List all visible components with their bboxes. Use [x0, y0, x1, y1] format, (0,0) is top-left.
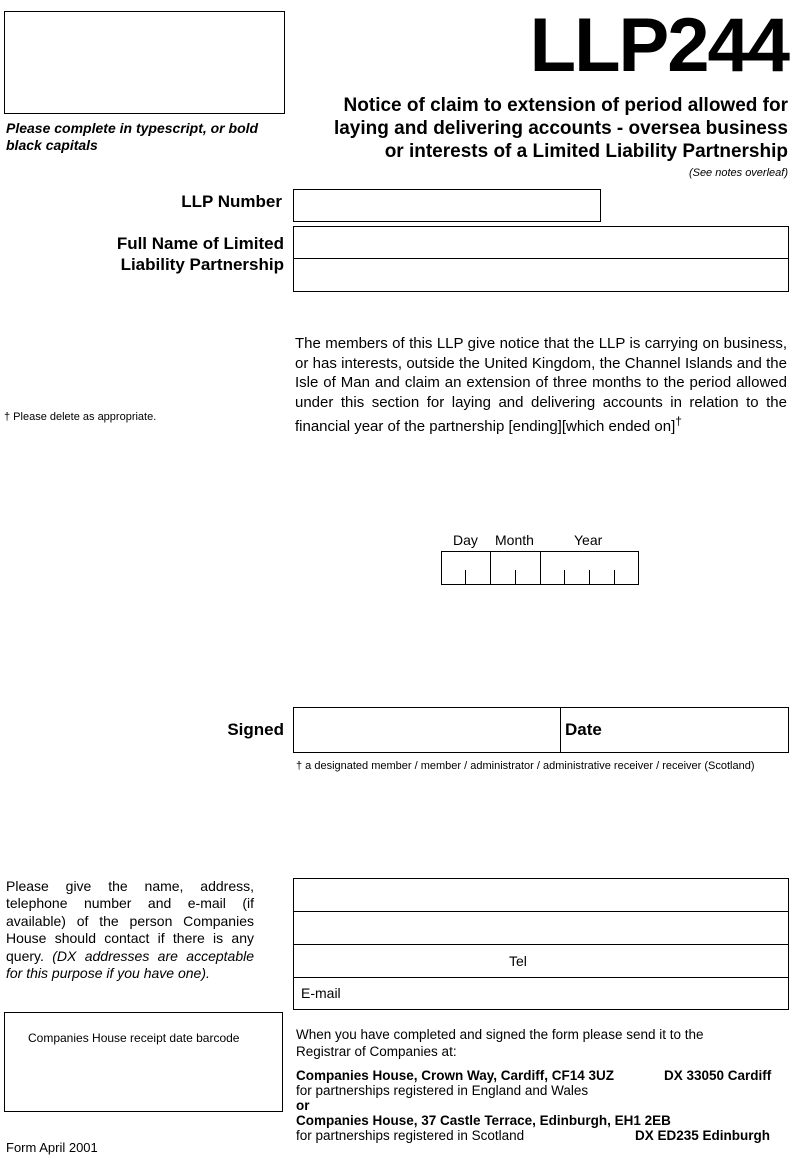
form-title-line: laying and delivering accounts - oversea business: [333, 118, 788, 139]
statement-text: The members of this LLP give notice that the LLP is carrying on business, or has interests, outside the United Kingdom, the Channel Islands and the Isle of Man and claim an extension of three months to the period allowed under this section for laying and delivering accounts in relation to the financial year of the partnership [ending][which ended on]: [295, 335, 787, 435]
dagger-mark: †: [675, 414, 682, 428]
barcode-box: [4, 1012, 283, 1112]
year-heading: Year: [574, 532, 603, 548]
send-instructions: When you have completed and signed the form please send it to the Registrar of Companies at:: [296, 1027, 704, 1059]
notice-statement: [295, 334, 787, 437]
tel-label: Tel: [509, 953, 527, 969]
designated-member-note: † a designated member / member / administrator / administrative receiver / receiver (Scotland): [296, 760, 755, 772]
date-grid-right: [638, 551, 639, 584]
contact-name-input[interactable]: [294, 879, 788, 910]
llp-number-field[interactable]: [293, 189, 601, 222]
llp-number-label: LLP Number: [181, 192, 282, 211]
see-notes-text: (See notes overleaf): [688, 167, 788, 179]
date-label: Date: [565, 720, 602, 739]
edinburgh-address: Companies House, 37 Castle Terrace, Edinburgh, EH1 2EB: [296, 1113, 671, 1128]
full-name-label-line: Full Name of Limited: [116, 234, 284, 253]
form-title-line: or interests of a Limited Liability Partnership: [384, 141, 788, 162]
delete-note: † Please delete as appropriate.: [4, 411, 157, 423]
office-use-box: [4, 11, 285, 114]
date-grid-bottom: [441, 584, 639, 585]
form-title: [300, 94, 788, 163]
completion-instructions: Please complete in typescript, or bold black capitals: [6, 120, 259, 153]
year-input[interactable]: [541, 552, 637, 583]
email-label: E-mail: [301, 985, 341, 1001]
contact-address-input[interactable]: [294, 912, 788, 943]
full-name-divider: [293, 258, 789, 259]
form-title-line: Notice of claim to extension of period allowed for: [343, 95, 788, 116]
barcode-label: Companies House receipt date barcode: [28, 1031, 240, 1045]
contact-instructions: [6, 878, 254, 982]
tel-input[interactable]: [535, 945, 788, 976]
signed-label: Signed: [227, 720, 284, 739]
or-text: or: [296, 1098, 310, 1113]
contact-instructions-italic: (DX addresses are acceptable for this purpose if you have one).: [6, 947, 255, 982]
full-name-field[interactable]: [293, 226, 789, 292]
edinburgh-note: for partnerships registered in Scotland: [296, 1128, 525, 1143]
email-input[interactable]: [352, 978, 788, 1009]
month-heading: Month: [495, 532, 534, 548]
day-heading: Day: [453, 532, 478, 548]
full-name-label: [60, 233, 284, 275]
contact-instructions-text: Please give the name, address, telephone number and e-mail (if available) of the person Companies House should contact if there is any query.: [6, 878, 254, 964]
cardiff-note: for partnerships registered in England and Wales: [296, 1083, 589, 1098]
form-version-date: Form April 2001: [6, 1140, 98, 1155]
day-input[interactable]: [442, 552, 489, 583]
date-field-right: [788, 707, 789, 753]
full-name-label-line: Liability Partnership: [120, 255, 284, 274]
edinburgh-dx: DX ED235 Edinburgh: [635, 1128, 771, 1143]
signature-date-input[interactable]: [607, 708, 787, 752]
form-code: LLP244: [529, 3, 788, 88]
month-input[interactable]: [491, 552, 539, 583]
signature-field[interactable]: [293, 707, 561, 753]
cardiff-dx: DX 33050 Cardiff: [664, 1068, 772, 1083]
date-field-bottom: [561, 752, 789, 753]
cardiff-address: Companies House, Crown Way, Cardiff, CF14 3UZ: [296, 1068, 615, 1083]
